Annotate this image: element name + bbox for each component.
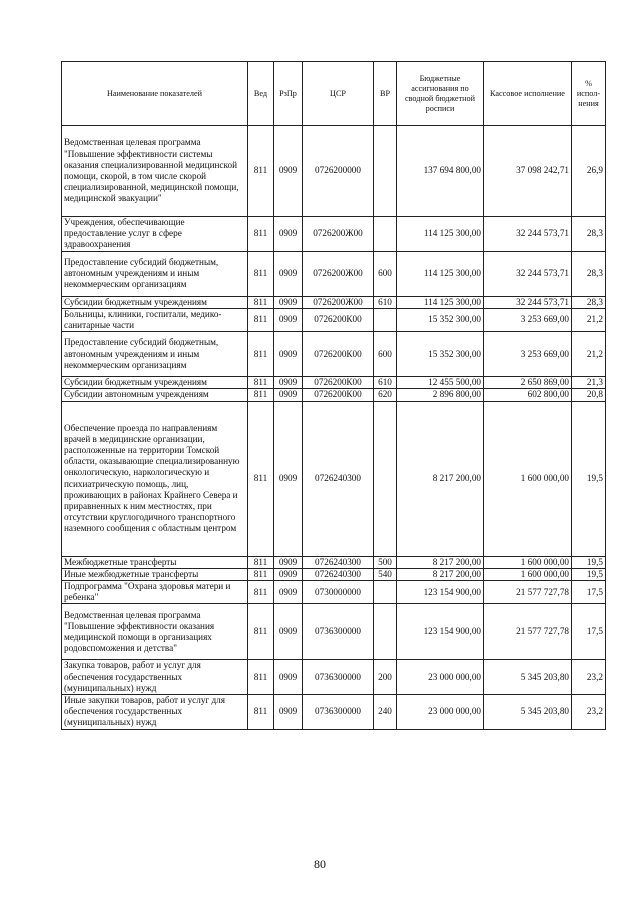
cell-vr [374, 401, 397, 556]
cell-pct: 21,2 [572, 308, 606, 331]
cell-name: Ведомственная целевая программа "Повышение эффективности системы оказания специализированной медицинской помощи, скорой, в том числе скорой специализированной, медицинской помощи, медицинской эвакуации" [62, 126, 248, 217]
cell-kass: 1 600 000,00 [484, 568, 572, 580]
cell-ved: 811 [248, 581, 274, 604]
cell-ved: 811 [248, 604, 274, 660]
header-csr: ЦСР [303, 62, 374, 126]
cell-rzpr: 0909 [274, 296, 303, 308]
cell-pct: 28,3 [572, 251, 606, 296]
header-ved: Вед [248, 62, 274, 126]
cell-kass: 3 253 669,00 [484, 332, 572, 377]
cell-vr [374, 308, 397, 331]
cell-pct: 28,3 [572, 296, 606, 308]
cell-pct: 17,5 [572, 604, 606, 660]
cell-csr: 0726200К00 [303, 308, 374, 331]
table-row [62, 660, 606, 695]
cell-vr [374, 581, 397, 604]
cell-name: Предоставление субсидий бюджетным, автономным учреждениям и иным некоммерческим организациям [62, 251, 248, 296]
cell-ved: 811 [248, 332, 274, 377]
cell-kass: 37 098 242,71 [484, 126, 572, 217]
cell-pct: 19,5 [572, 401, 606, 556]
cell-vr [374, 604, 397, 660]
cell-assign: 137 694 800,00 [397, 126, 484, 217]
table-row [62, 604, 606, 660]
cell-name: Иные межбюджетные трансферты [62, 568, 248, 580]
cell-csr: 0726240300 [303, 556, 374, 568]
cell-kass: 2 650 869,00 [484, 377, 572, 389]
cell-csr: 0726200К00 [303, 377, 374, 389]
cell-kass: 5 345 203,80 [484, 695, 572, 730]
cell-assign: 2 896 800,00 [397, 389, 484, 401]
cell-kass: 21 577 727,78 [484, 581, 572, 604]
header-rzpr: РзПр [274, 62, 303, 126]
cell-csr: 0726200Ж00 [303, 217, 374, 252]
cell-kass: 32 244 573,71 [484, 217, 572, 252]
cell-ved: 811 [248, 556, 274, 568]
table-row [62, 308, 606, 331]
cell-name: Подпрограмма "Охрана здоровья матери и ребенка" [62, 581, 248, 604]
cell-csr: 0736300000 [303, 660, 374, 695]
cell-vr: 600 [374, 251, 397, 296]
cell-name: Обеспечение проезда по направлениям врачей в медицинские организации, расположенные на территории Томской области, оказывающие специализированную онкологическую, наркологическую и психиатрическую помощь, лиц, проживающих в районах Крайнего Севера и приравненных к ним местностях, при отсутствии круглогодичного транспортного наземного сообщения с областным центром [62, 401, 248, 556]
cell-pct: 21,2 [572, 332, 606, 377]
cell-pct: 28,3 [572, 217, 606, 252]
cell-assign: 114 125 300,00 [397, 251, 484, 296]
table-row [62, 581, 606, 604]
cell-assign: 8 217 200,00 [397, 401, 484, 556]
cell-assign: 15 352 300,00 [397, 332, 484, 377]
cell-rzpr: 0909 [274, 308, 303, 331]
cell-kass: 32 244 573,71 [484, 251, 572, 296]
cell-name: Субсидии бюджетным учреждениям [62, 296, 248, 308]
table-row [62, 556, 606, 568]
cell-pct: 21,3 [572, 377, 606, 389]
table-row [62, 332, 606, 377]
cell-vr: 610 [374, 377, 397, 389]
cell-rzpr: 0909 [274, 581, 303, 604]
header-kass: Кассовое исполнение [484, 62, 572, 126]
cell-vr: 500 [374, 556, 397, 568]
cell-assign: 123 154 900,00 [397, 604, 484, 660]
cell-pct: 23,2 [572, 695, 606, 730]
cell-csr: 0726240300 [303, 568, 374, 580]
cell-vr: 240 [374, 695, 397, 730]
cell-name: Межбюджетные трансферты [62, 556, 248, 568]
cell-rzpr: 0909 [274, 126, 303, 217]
table-row [62, 401, 606, 556]
cell-kass: 3 253 669,00 [484, 308, 572, 331]
cell-vr: 620 [374, 389, 397, 401]
cell-name: Больницы, клиники, госпитали, медико-санитарные части [62, 308, 248, 331]
cell-vr: 540 [374, 568, 397, 580]
cell-ved: 811 [248, 308, 274, 331]
header-assign: Бюджетные ассигнования по сводной бюджетной росписи [397, 62, 484, 126]
page-number: 80 [314, 857, 326, 871]
cell-csr: 0726200К00 [303, 332, 374, 377]
cell-name: Субсидии бюджетным учреждениям [62, 377, 248, 389]
cell-ved: 811 [248, 217, 274, 252]
cell-rzpr: 0909 [274, 251, 303, 296]
cell-csr: 0736300000 [303, 695, 374, 730]
cell-ved: 811 [248, 126, 274, 217]
cell-name: Предоставление субсидий бюджетным, автономным учреждениям и иным некоммерческим организациям [62, 332, 248, 377]
table-row [62, 389, 606, 401]
cell-rzpr: 0909 [274, 217, 303, 252]
cell-csr: 0726200000 [303, 126, 374, 217]
cell-vr [374, 217, 397, 252]
cell-ved: 811 [248, 401, 274, 556]
cell-assign: 15 352 300,00 [397, 308, 484, 331]
cell-pct: 17,5 [572, 581, 606, 604]
cell-rzpr: 0909 [274, 568, 303, 580]
cell-assign: 23 000 000,00 [397, 660, 484, 695]
table-row [62, 217, 606, 252]
cell-assign: 114 125 300,00 [397, 296, 484, 308]
cell-vr: 200 [374, 660, 397, 695]
cell-rzpr: 0909 [274, 401, 303, 556]
cell-name: Иные закупки товаров, работ и услуг для обеспечения государственных (муниципальных) нужд [62, 695, 248, 730]
cell-rzpr: 0909 [274, 377, 303, 389]
cell-csr: 0726200Ж00 [303, 296, 374, 308]
cell-csr: 0726200К00 [303, 389, 374, 401]
cell-ved: 811 [248, 695, 274, 730]
cell-assign: 12 455 500,00 [397, 377, 484, 389]
header-name: Наименование показателей [62, 62, 248, 126]
cell-name: Ведомственная целевая программа "Повышение эффективности оказания медицинской помощи в организациях родовспоможения и детства" [62, 604, 248, 660]
cell-kass: 1 600 000,00 [484, 556, 572, 568]
cell-rzpr: 0909 [274, 695, 303, 730]
cell-vr: 610 [374, 296, 397, 308]
cell-kass: 5 345 203,80 [484, 660, 572, 695]
table-row [62, 251, 606, 296]
cell-assign: 8 217 200,00 [397, 568, 484, 580]
table-row [62, 296, 606, 308]
table-row [62, 377, 606, 389]
cell-rzpr: 0909 [274, 332, 303, 377]
cell-name: Учреждения, обеспечивающие предоставление услуг в сфере здравоохранения [62, 217, 248, 252]
table-header-row [62, 62, 606, 126]
cell-pct: 20,8 [572, 389, 606, 401]
cell-vr: 600 [374, 332, 397, 377]
table-row [62, 568, 606, 580]
cell-assign: 23 000 000,00 [397, 695, 484, 730]
cell-ved: 811 [248, 296, 274, 308]
cell-kass: 602 800,00 [484, 389, 572, 401]
cell-rzpr: 0909 [274, 389, 303, 401]
header-pct: % испол-нения [572, 62, 606, 126]
cell-assign: 123 154 900,00 [397, 581, 484, 604]
cell-assign: 8 217 200,00 [397, 556, 484, 568]
cell-csr: 0736300000 [303, 604, 374, 660]
cell-name: Субсидии автономным учреждениям [62, 389, 248, 401]
cell-rzpr: 0909 [274, 604, 303, 660]
cell-name: Закупка товаров, работ и услуг для обеспечения государственных (муниципальных) нужд [62, 660, 248, 695]
cell-rzpr: 0909 [274, 556, 303, 568]
cell-pct: 19,5 [572, 556, 606, 568]
cell-kass: 32 244 573,71 [484, 296, 572, 308]
cell-ved: 811 [248, 660, 274, 695]
cell-kass: 21 577 727,78 [484, 604, 572, 660]
cell-pct: 19,5 [572, 568, 606, 580]
cell-kass: 1 600 000,00 [484, 401, 572, 556]
cell-ved: 811 [248, 251, 274, 296]
cell-ved: 811 [248, 568, 274, 580]
cell-csr: 0726200Ж00 [303, 251, 374, 296]
cell-ved: 811 [248, 377, 274, 389]
table-row [62, 695, 606, 730]
cell-csr: 0730000000 [303, 581, 374, 604]
cell-vr [374, 126, 397, 217]
table-row [62, 126, 606, 217]
header-vr: ВР [374, 62, 397, 126]
cell-assign: 114 125 300,00 [397, 217, 484, 252]
cell-pct: 23,2 [572, 660, 606, 695]
budget-execution-table [61, 61, 606, 730]
cell-ved: 811 [248, 389, 274, 401]
cell-csr: 0726240300 [303, 401, 374, 556]
cell-rzpr: 0909 [274, 660, 303, 695]
cell-pct: 26,9 [572, 126, 606, 217]
